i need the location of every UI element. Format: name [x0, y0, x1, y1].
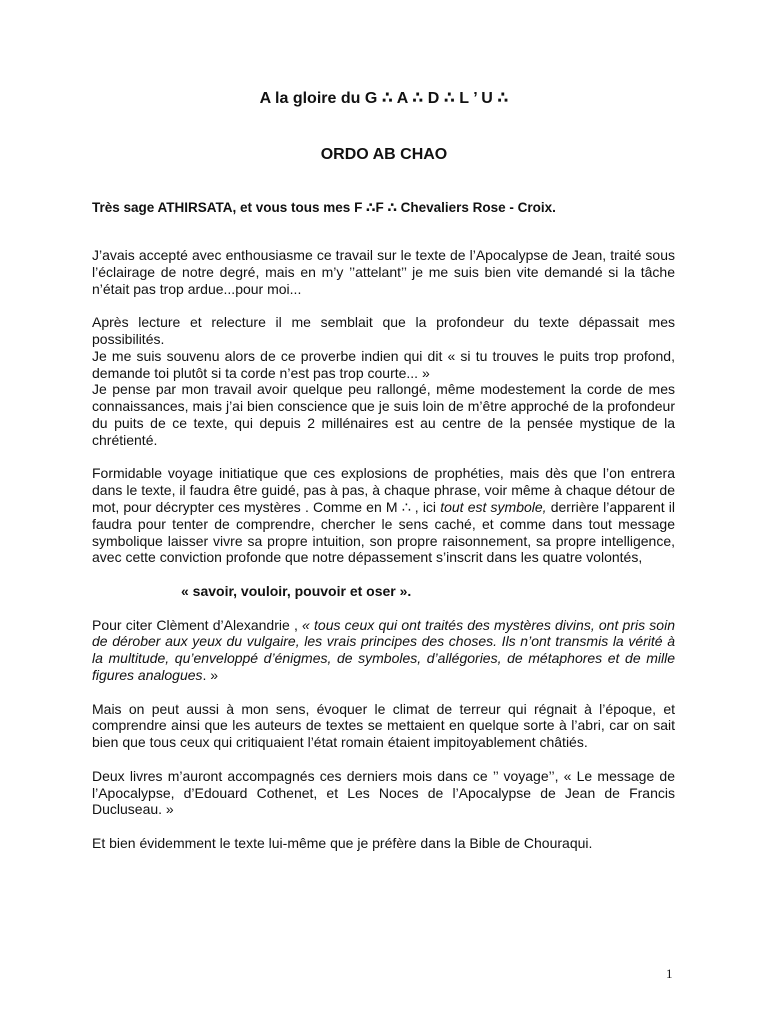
paragraph-5: Mais on peut aussi à mon sens, évoquer le climat de terreur qui régnait à l’époque, et comprendre ainsi que les auteurs de textes se mettaient en quelque sorte à l’abri, car on sait bien que tous ceux qui critiquaient l’état romain étaient impitoyablement châtiés. [92, 700, 675, 751]
paragraph-4-text-a: Pour citer Clèment d’Alexandrie , [92, 616, 303, 633]
paragraph-4-quote: « tous ceux qui ont traités des mystères divins, ont pris soin de dérober aux yeux du vulgaire, les vrais principes des choses. Ils n’ont transmis la vérité à la multitude, qu’enveloppé d’énigmes, de symboles, d’allégories, de métaphores et de mille figures analogues [92, 616, 675, 683]
paragraph-3-text-a: Formidable voyage initiatique que ces explosions de prophéties, mais dès que l’on entrera dans le texte, il faudra être guidé, pas à pas, à chaque phrase, voir même à chaque détour de mot, pour décrypter ces mystères . Comme en M ∴ , ici [92, 465, 675, 515]
document-body [92, 247, 675, 868]
salutation: Très sage ATHIRSATA, et vous tous mes F ∴F ∴ Chevaliers Rose - Croix. [92, 200, 556, 215]
paragraph-2b: Je me suis souvenu alors de ce proverbe indien qui dit « si tu trouves le puits trop profond, demande toi plutôt si ta corde n’est pas trop courte... » [92, 347, 675, 381]
paragraph-2a: Après lecture et relecture il me semblait que la profondeur du texte dépassait mes possibilités. [92, 314, 675, 347]
paragraph-2c: Je pense par mon travail avoir quelque peu rallongé, même modestement la corde de mes connaissances, mais j’ai bien conscience que je suis loin de m’être approché de la profondeur du puits de ce texte, qui depuis 2 millénaires est au centre de la pensée mystique de la chrétienté. [92, 381, 675, 448]
paragraph-6: Deux livres m’auront accompagnés ces derniers mois dans ce ’’ voyage’’, « Le message de l’Apocalypse, d’Edouard Cothenet, et Les Noces de l’Apocalypse de Jean de Francis Ducluseau. » [92, 767, 675, 818]
paragraph-3 [92, 465, 675, 566]
page-subtitle: ORDO AB CHAO [320, 146, 448, 163]
page-number: 1 [666, 966, 673, 981]
paragraph-4 [92, 617, 675, 684]
motto: « savoir, vouloir, pouvoir et oser ». [181, 582, 412, 599]
paragraph-3-italic: tout est symbole, [440, 498, 547, 515]
page-title: A la gloire du G ∴ A ∴ D ∴ L ’ U ∴ [259, 90, 509, 107]
paragraph-7: Et bien évidemment le texte lui-même que je préfère dans la Bible de Chouraqui. [92, 834, 593, 851]
paragraph-1: J’avais accepté avec enthousiasme ce travail sur le texte de l’Apocalypse de Jean, traité sous l’éclairage de notre degré, mais en m’y ’’attelant’’ je me suis bien vite demandé si la tâche n’était pas trop ardue...pour moi... [92, 247, 675, 297]
paragraph-4-text-b: . » [202, 666, 219, 683]
paragraph-3-text-b: derrière l’apparent il faudra pour tenter de comprendre, chercher le sens caché, et comme dans tout message symbolique laisser vivre sa propre intuition, son propre raisonnement, sa propre intelligence, avec cette conviction profonde que notre dépassement s’inscrit dans les quatre volontés, [92, 498, 675, 566]
